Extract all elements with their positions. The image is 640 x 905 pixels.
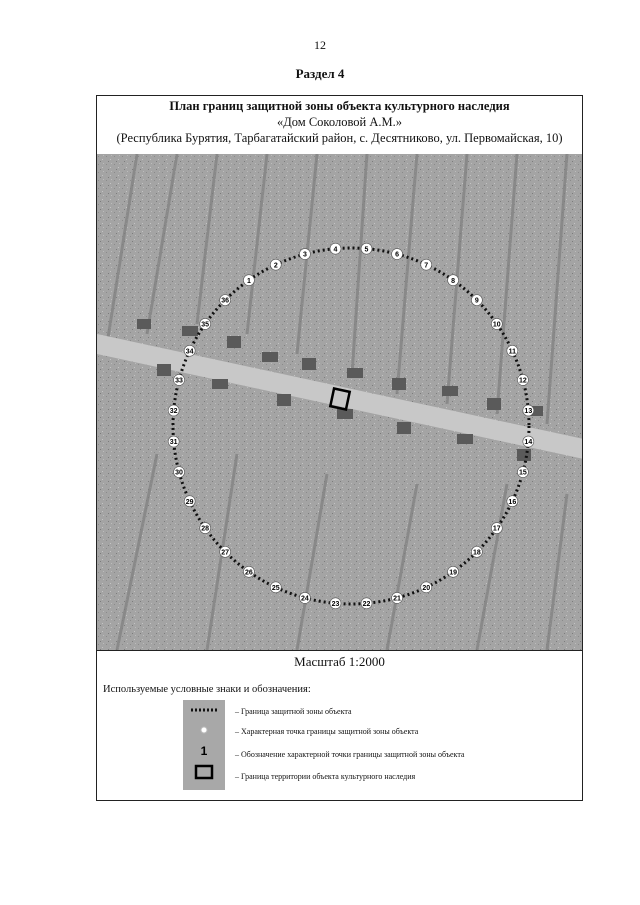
boundary-point-label: 4 xyxy=(333,246,338,254)
boundary-point-label: 24 xyxy=(301,595,309,603)
boundary-point-label: 28 xyxy=(201,525,210,533)
boundary-point-label: 30 xyxy=(175,469,183,477)
boundary-point-label: 16 xyxy=(508,498,517,506)
boundary-point-label: 32 xyxy=(169,408,178,416)
boundary-point-label: 21 xyxy=(393,595,401,603)
boundary-point-label: 23 xyxy=(331,600,340,608)
map-scale: Масштаб 1:2000 xyxy=(97,650,582,673)
legend-label-icon: 1 xyxy=(200,744,208,758)
plan-subtitle: «Дом Соколовой А.М.» xyxy=(277,115,402,129)
boundary-point-label: 26 xyxy=(245,569,253,577)
boundary-point-label: 31 xyxy=(169,439,178,447)
legend-item-boundary: – Граница защитной зоны объекта xyxy=(235,707,352,716)
boundary-point-label: 14 xyxy=(524,439,533,447)
map-svg xyxy=(97,154,582,650)
plan-address: (Республика Бурятия, Тарбагатайский район, с. Десятниково, ул. Первомайская, 10) xyxy=(116,131,563,145)
boundary-point-label: 1 xyxy=(246,277,251,285)
boundary-point-label: 33 xyxy=(175,377,183,385)
boundary-point-label: 7 xyxy=(424,262,429,270)
boundary-point-label: 9 xyxy=(474,297,479,305)
boundary-point-label: 17 xyxy=(492,525,501,533)
plan-title: План границ защитной зоны объекта культурного наследия xyxy=(169,99,510,113)
legend-point-icon xyxy=(201,727,207,733)
boundary-point-label: 25 xyxy=(271,584,280,592)
plan-frame xyxy=(96,95,583,801)
page-number: 12 xyxy=(314,38,326,52)
boundary-point-label: 20 xyxy=(422,584,431,592)
legend-item-territory: – Граница территории объекта культурного наследия xyxy=(235,772,416,781)
boundary-point-label: 18 xyxy=(472,549,481,557)
boundary-point-label: 36 xyxy=(221,297,230,305)
boundary-point-label: 35 xyxy=(201,321,210,329)
legend-item-label: – Обозначение характерной точки границы защитной зоны объекта xyxy=(235,750,465,759)
boundary-point-label: 29 xyxy=(185,498,194,506)
boundary-point-label: 19 xyxy=(449,569,457,577)
section-title: Раздел 4 xyxy=(295,66,345,81)
boundary-point-label: 10 xyxy=(492,321,501,329)
boundary-point-label: 27 xyxy=(221,549,230,557)
legend-title: Используемые условные знаки и обозначения: xyxy=(103,684,311,695)
boundary-point-label: 8 xyxy=(451,277,456,285)
boundary-point-label: 15 xyxy=(519,469,527,477)
aerial-map xyxy=(97,154,582,650)
legend-territory-icon xyxy=(196,766,212,778)
boundary-point-label: 22 xyxy=(362,600,371,608)
boundary-point-label: 3 xyxy=(302,251,307,259)
boundary-point-label: 34 xyxy=(185,348,194,356)
boundary-point-label: 5 xyxy=(364,246,369,254)
boundary-point-label: 6 xyxy=(395,251,400,259)
legend-svg xyxy=(183,700,225,790)
legend-symbols xyxy=(183,700,225,790)
plan-header xyxy=(97,96,582,155)
boundary-point-label: 13 xyxy=(524,408,533,416)
legend-item-point: – Характерная точка границы защитной зоны объекта xyxy=(235,727,419,736)
boundary-point-label: 2 xyxy=(273,262,278,270)
boundary-point-label: 11 xyxy=(508,348,517,356)
boundary-point-label: 12 xyxy=(519,377,527,385)
